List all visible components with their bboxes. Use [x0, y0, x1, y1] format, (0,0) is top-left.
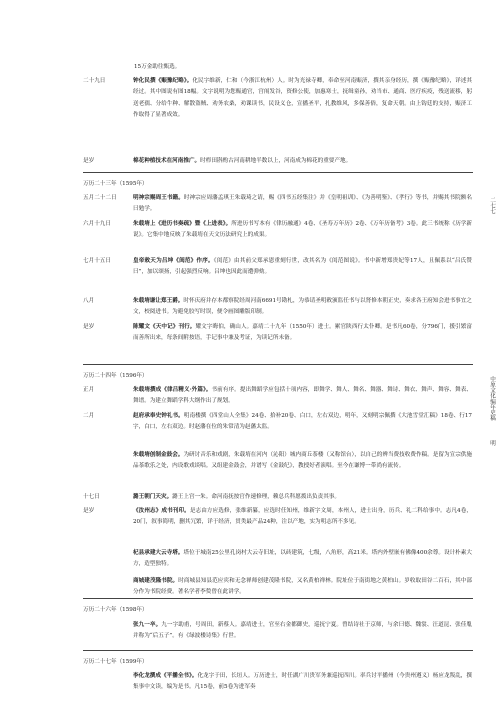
entry-title: 《汝州志》成书刊印。	[133, 508, 190, 514]
entry-date: 是岁	[83, 158, 95, 164]
year-heading: 万历二十七年（1599年）	[83, 659, 148, 665]
entry-title: 明神宗赐周王书籍。	[133, 195, 184, 201]
entry-date: 是岁	[83, 324, 95, 330]
entry-body	[133, 296, 472, 319]
entry-title: 杞县承建大云寺塔。	[133, 550, 184, 556]
year-divider	[83, 598, 473, 599]
entry-date: 六月十九日	[83, 221, 111, 227]
entry-title: 朱载堉上《进历书奏疏》暨《上进表》。	[133, 221, 232, 227]
entry-text: 时神宗应周藩孟琪王朱载琦之请，赐《四书五经集注》并《皇明祖训》、《为善明鉴》、《孝行》等书，并赐其书院额名曰勉学。	[133, 195, 472, 213]
entry-text: 时商城县知县范应宾和无念禅师创建茂隆书院，又名黄柏禅林。院址位于南街地之黄柏山。岁收取田谷二百石，其中部分作为书院经费。著名学者李贽曾在此讲学。	[133, 578, 472, 596]
entry-date: 五月二十二日	[83, 195, 117, 201]
entry-text: 耀文字晦伯，确山人。嘉靖二十九年（1550年）进士。累官陕西行太仆卿。是书凡60卷，分796门，援引繁富而善所出来，每条间附按语，手记事中兼及考证，为读记所未备。	[133, 324, 472, 342]
entry-title: 潞王朝门天灾。	[133, 494, 173, 500]
entry-body	[133, 193, 472, 216]
entry-text: 明南楼撰《四堂山人全集》24卷、拾补20卷、白口，左右双边，明年，又刻明宗佩撰《大池雪堂汇稿》18卷、行17字，白口，左右双边。时赵藩在位的朱常清为赵藩太监。	[133, 413, 472, 431]
entry-body	[133, 256, 472, 290]
entry-date: 正月	[83, 387, 95, 393]
entry-title: 钟化民撰《赈豫纪略》。	[133, 78, 193, 84]
entry-title: 张九一卒。	[133, 622, 162, 628]
year-heading: 万历二十四年（1596年）	[83, 373, 148, 379]
entry-date: 八月	[83, 298, 95, 304]
entry-date: 七月十五日	[83, 258, 111, 264]
page-number: 二七七	[489, 196, 495, 214]
entry-body	[133, 76, 472, 155]
entry-body	[133, 385, 472, 408]
entry-text: 为研讨音乐和戏剧，朱载堉在河内（沁阳）城内商丘茶楼（又称馆台），以自己的辨当费技收费作稿。是留为宣宗供施品茶歌乐之处，内设歌戏谈唱。又组建金鼓会，并谱写《金鼓纪》，教授好者演唱。至今在谦博一带尚有流传。	[133, 452, 472, 470]
entry-date: 是岁	[83, 508, 95, 514]
year-heading: 万历二十六年（1598年）	[83, 607, 148, 613]
entry-text: 时怀庆府并存本都察院经周河南6691号勘札，为恭请圣明敕颁监任书与以肾修本朝正史，奏求各王府知会进书事宜之文，校阅进书。为避免胶写时误，便令画图雕版印制。	[133, 298, 472, 316]
entry-title: 朱载堉撰成《律吕精义·外篇》。	[133, 387, 212, 393]
entry-text: 《闺范》由其前父郑承恩重刻行世，改其名为《闺范图说》。书中新增郑贵妃等17人，且佩系以“吕氏赞曰”，加以颂扬，引起强烈反响。吕坤也因此而遭弹劾。	[133, 258, 472, 276]
entry-text: 潞王上宫一朱。命河南抚按官作速修理，赖总兵科愿拨出负责其事。	[172, 494, 340, 500]
entry-body	[133, 219, 472, 242]
entry-date: 十七日	[83, 494, 100, 500]
entry-text: 塔位于城南25公里孔岗村大云寺旧址，以砖建筑，七级，八角形，高21米。塔内外壁嵌有佛像400余尊。设计朴素大方，造型独特。	[133, 550, 472, 568]
entry-body	[133, 576, 472, 599]
entry-date: 二十九日	[83, 78, 106, 84]
year-heading: 万历二十三年（1595年）	[83, 181, 148, 187]
entry-title: 商城建茂隆书院。	[133, 578, 179, 584]
entry-body	[133, 492, 472, 503]
entry-title: 朱载堉创制金鼓会。	[133, 452, 184, 458]
entry-text: 化龙字于田，长垣人。万历进士，时任湖广川贵军务兼巡抚四川。率兵讨平播州（今贵州遵义）杨应龙叛乱，撰集事中文读，编为是书。凡15卷，前5卷为进军奏	[133, 673, 472, 691]
entry-body	[133, 548, 472, 571]
entry-text: 化民字维新，仁和（今浙江杭州）人。时为光禄寺卿，奉命至河南赈济，撰其亲身经历，撰《赈豫纪略》，详述其经过。其中图说有图18幅。文字说明为您赈通官，宫闱发谷，资修公使，加惠寒士，抚缉童孙，劝当市、通商、医疗疾疫，残送流移，躬送老孺、分给牛种、解散盗贼、劝务农桑，劝课读书，民设义仓，宣播圣平，扎教维风，多保善俗，复命天朝。由上钩廷的支持，赈济工作取得了显著成效。	[133, 78, 472, 118]
entry-text: 书前有序。提出舞蹈学应包括十项内容，即舞学、舞人、舞名、舞器、舞诗、舞衣、舞声、舞容、舞表、舞谱。为建立舞蹈学科大纲作出了规划。	[133, 387, 472, 405]
continuation-text: 15万金助往甄选。	[134, 64, 181, 70]
entry-title: 陈耀文《天中记》刊行。	[133, 324, 196, 330]
entry-title: 朱载堉谦让郑王爵。	[133, 298, 184, 304]
entry-body	[133, 450, 472, 484]
entry-body	[133, 411, 472, 445]
entry-body	[133, 620, 472, 643]
entry-date: 二月	[83, 413, 95, 419]
entry-text: 九一字助甫，号周田，新蔡人。嘉靖进士，官至右金都御史，巡抚宁夏。曾结诗社于京师，与余曰德、魏裳、汪道昆、张佳胤并称为“后五子”。有《绿波楼诗集》行世。	[133, 622, 472, 640]
entry-title: 皇帝敕天为吕坤《闺范》作序。	[133, 258, 214, 264]
entry-body	[133, 156, 472, 167]
entry-body	[133, 671, 472, 694]
year-divider	[83, 172, 473, 173]
entry-title: 李化龙撰成《平播全书》。	[133, 673, 198, 679]
year-divider	[83, 364, 473, 365]
entry-title: 赵府承奉史钟礼书。	[133, 413, 184, 419]
running-title: 中原文化编年史稿	[489, 375, 495, 421]
entry-text: 所进历书写本有《律历融通》4卷、《圣寿万年历》2卷、《万年历备考》3卷。此三书统称《历学新说》。它集中地反映了朱载堉在天文历法研究上的成果。	[133, 221, 472, 239]
entry-title: 棉花种植技术在河南推广。	[133, 158, 201, 164]
entry-body	[133, 506, 472, 551]
chapter-marker: 明	[489, 440, 495, 446]
entry-body	[133, 322, 472, 356]
entry-text: 时栉田斟酌古河南耕地半数以上，河南成为棉花的重要产地。	[200, 158, 352, 164]
year-divider	[83, 650, 473, 651]
entry-text: 是志由方应选修，张维新纂，应选时任知州，维新字文周，本州人，进士出身，历兵、礼二科给事中。志凡4卷，20门，叙事简明，删其冗繁，详于经济，贯类最产品24种，注以产地，实为明志所不多见。	[133, 508, 472, 526]
